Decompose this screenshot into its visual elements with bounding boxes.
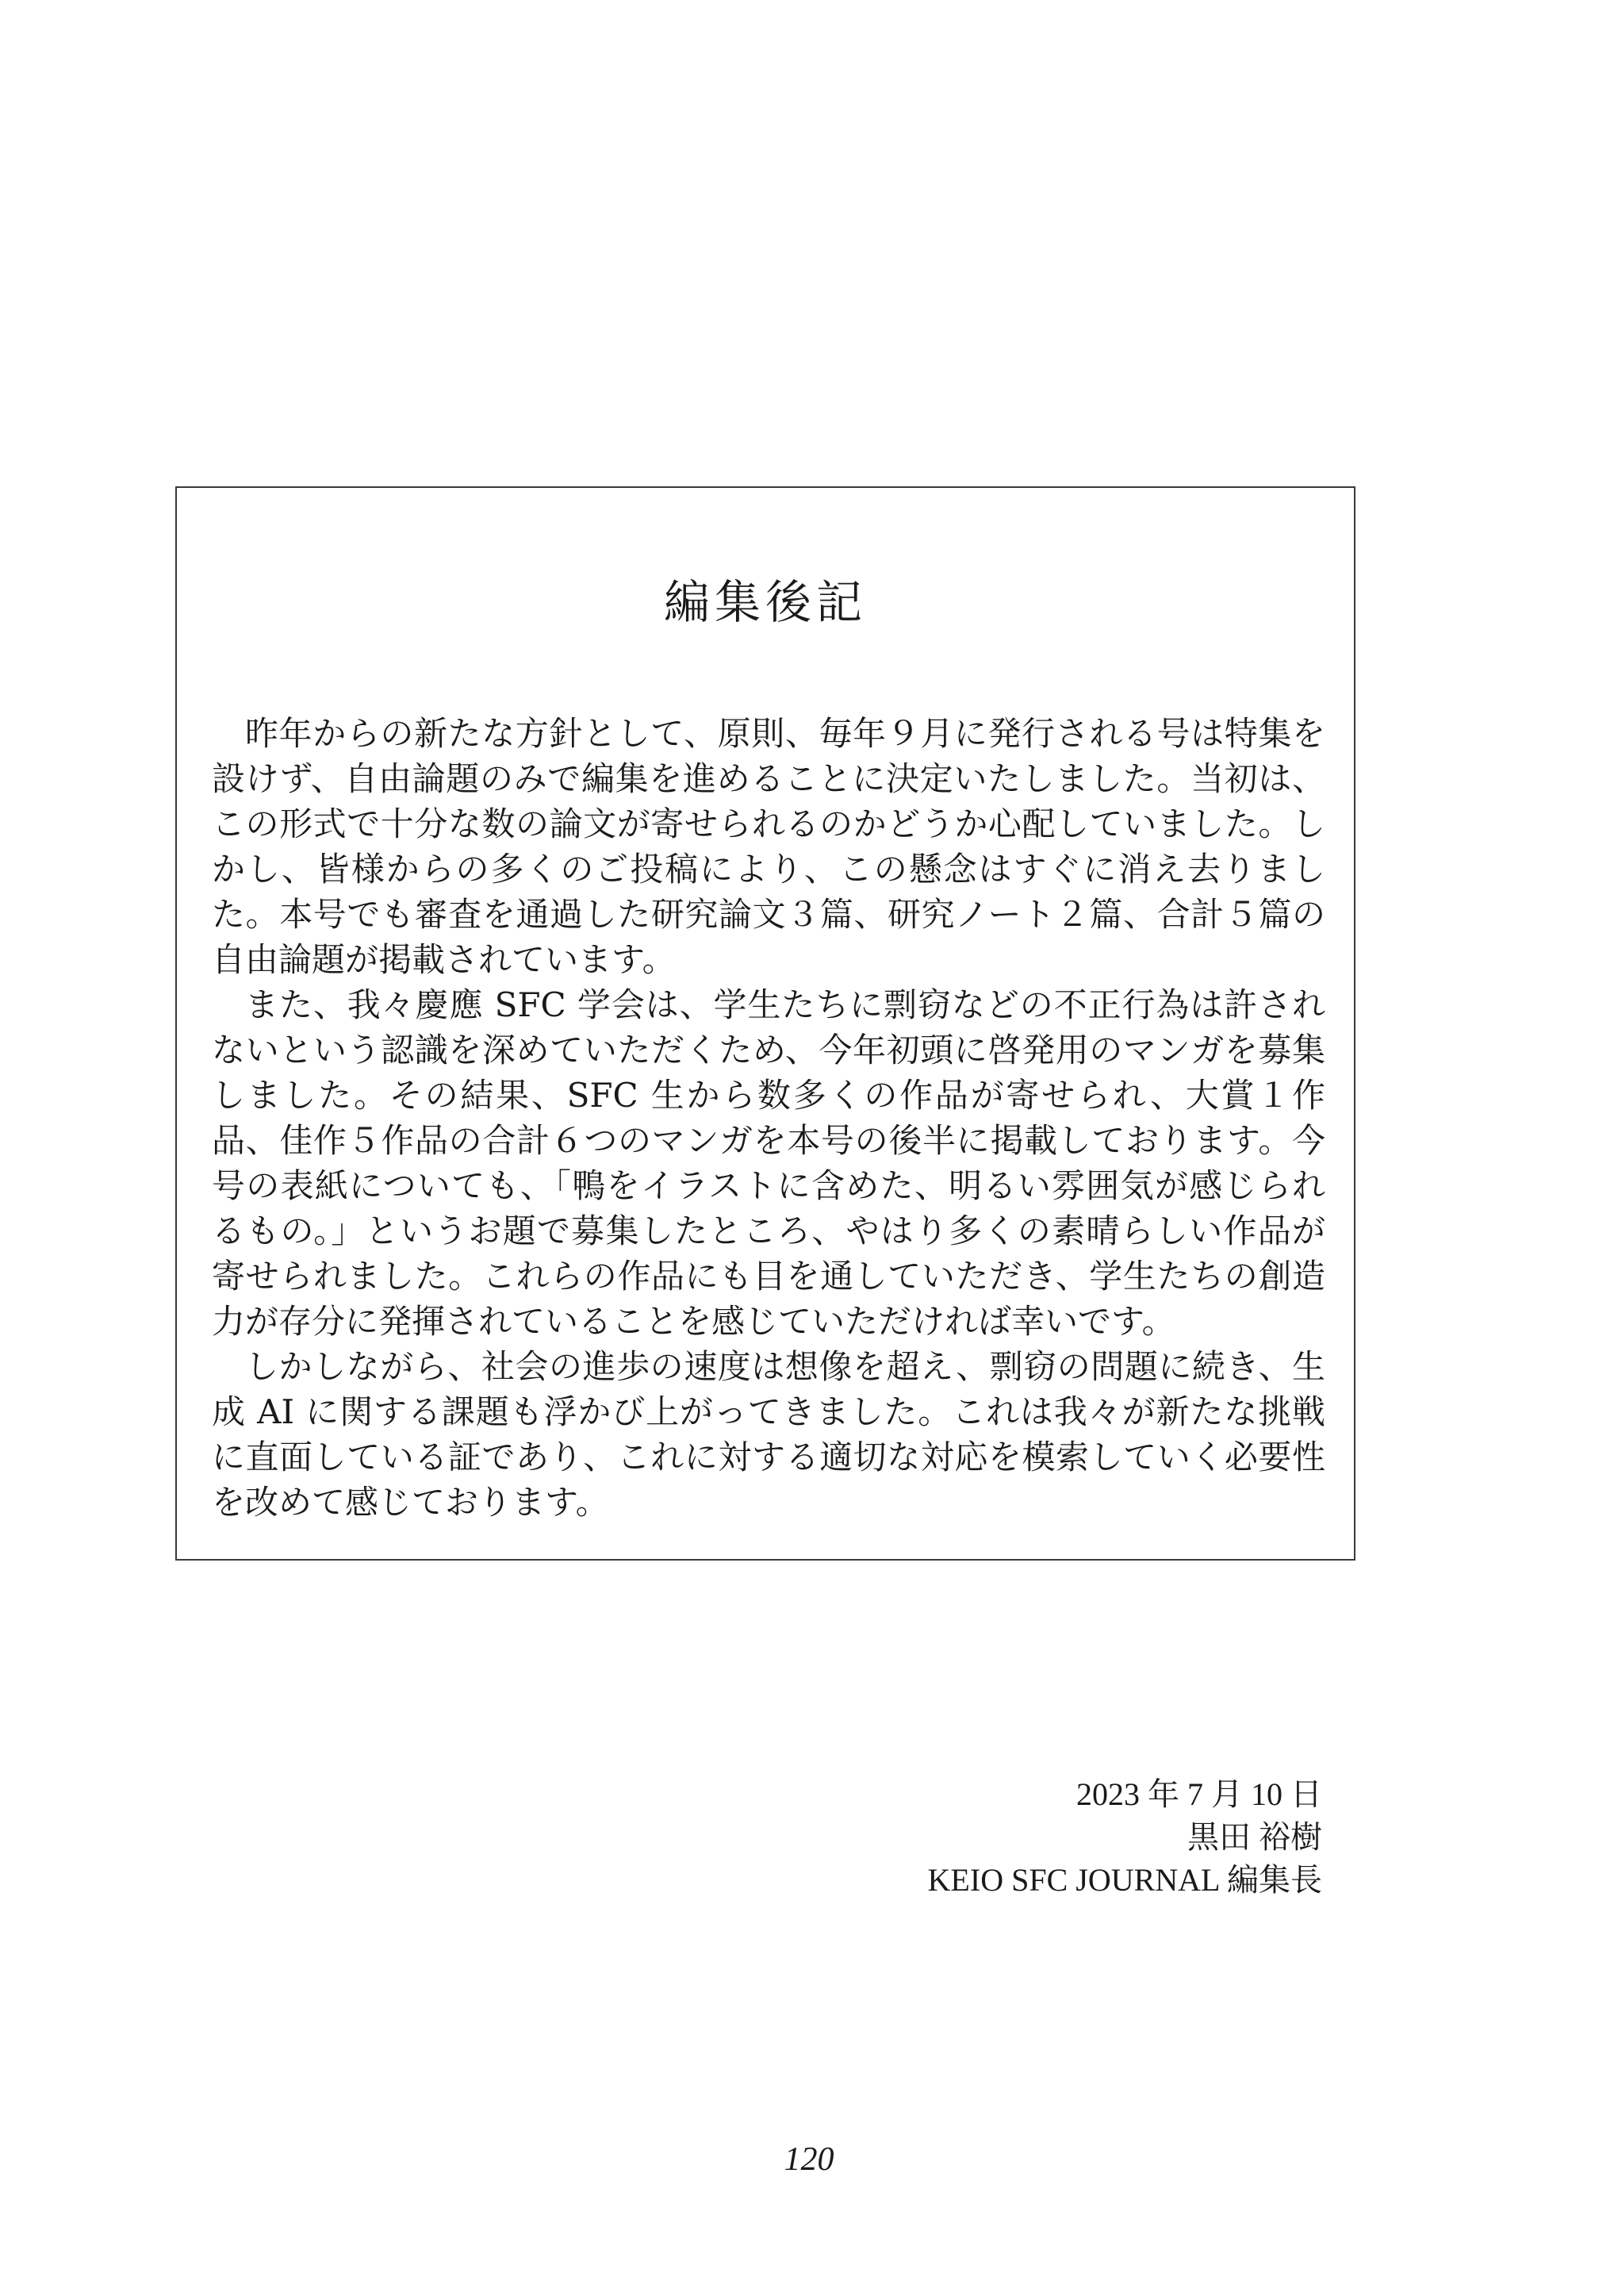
editorial-frame (175, 486, 1355, 1898)
paragraph-1: 昨年からの新たな方針として、原則、毎年９月に発行される号は特集を設けず、自由論題のみで編集を進めることに決定いたしました。当初は、この形式で十分な数の論文が寄せられるのかどうか心配していました。しかし、皆様からの多くのご投稿により、この懸念はすぐに消え去りました。本号でも審査を通過した研究論文３篇、研究ノート２篇、合計５篇の自由論題が掲載されています。 (212, 714, 1325, 979)
paragraph-3: しかしながら、社会の進歩の速度は想像を超え、剽窃の問題に続き、生成 AI に関する課題も浮かび上がってきました。これは我々が新たな挑戦に直面している証であり、これに対する適切な対応を模索していく必要性を改めて感じております。 (212, 1347, 1325, 1522)
signature-block (928, 1773, 1322, 1902)
paragraph-2: また、我々慶應 SFC 学会は、学生たちに剽窃などの不正行為は許されないという認識を深めていただくため、今年初頭に啓発用のマンガを募集しました。その結果、SFC 生から数多くの作品が寄せられ、大賞１作品、佳作５作品の合計６つのマンガを本号の後半に掲載しております。今号の表紙についても、「鴨をイラストに含めた、明るい雰囲気が感じられるもの。」というお題で募集したところ、やはり多くの素晴らしい作品が寄せられました。これらの作品にも目を通していただき、学生たちの創造力が存分に発揮されていることを感じていただければ幸いです。 (212, 985, 1325, 1341)
page-number: 120 (784, 2141, 834, 2178)
signature-name: 黒田 裕樹 (1187, 1819, 1322, 1855)
editorial-body (212, 711, 1325, 1525)
signature-date: 2023 年 7 月 10 日 (1076, 1776, 1322, 1812)
signature-role: KEIO SFC JOURNAL 編集長 (927, 1862, 1322, 1898)
page-title: 編集後記 (663, 575, 867, 629)
